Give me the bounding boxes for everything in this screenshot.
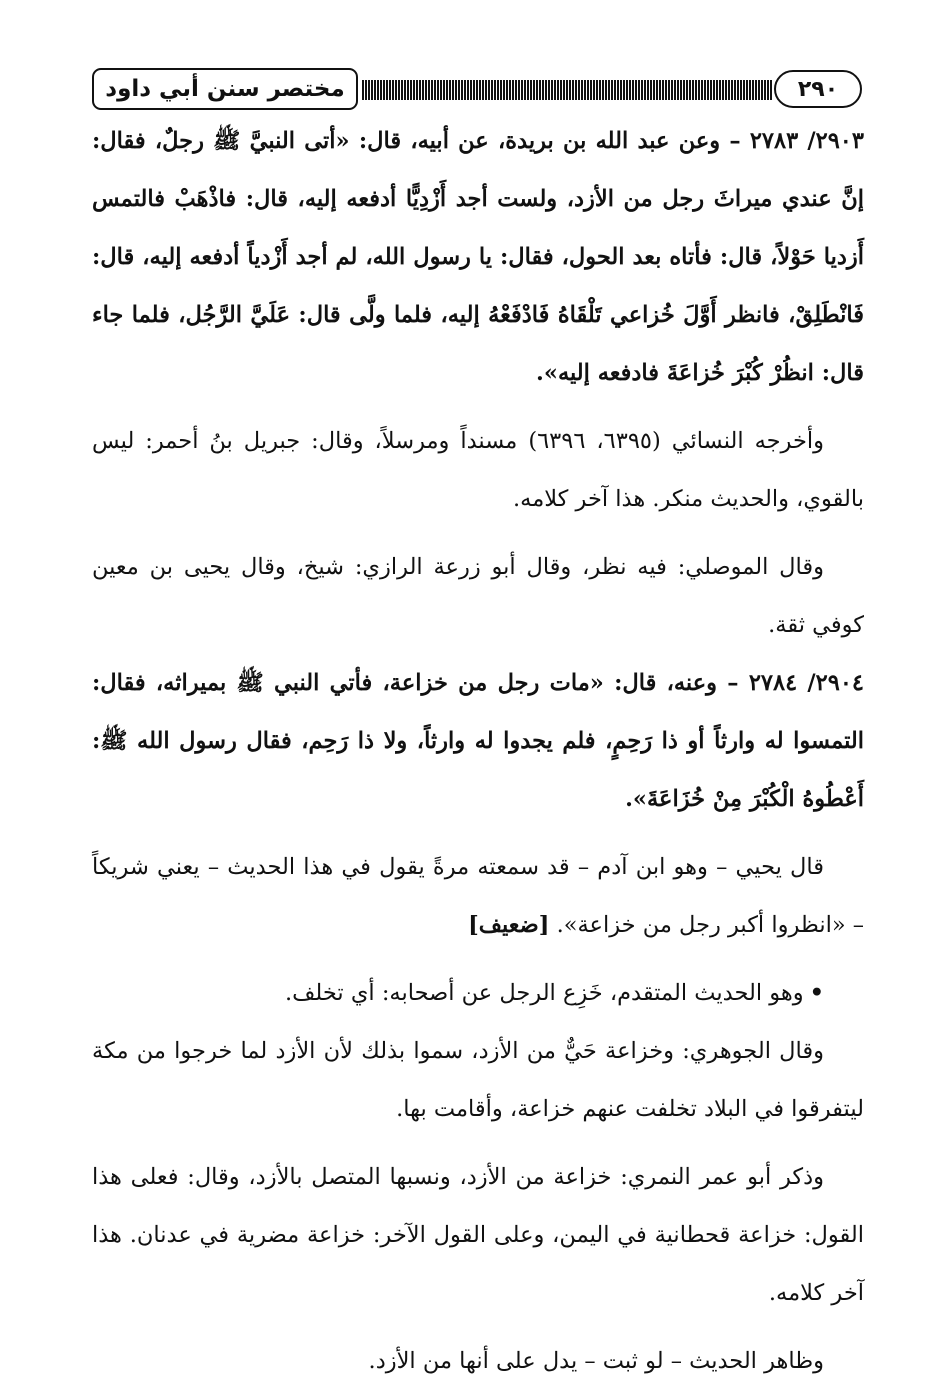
hadith-2903: ٢٩٠٣/ ٢٧٨٣ – وعن عبد الله بن بريدة، عن أبيه، قال: «أتى النبيَّ ﷺ رجلٌ، فقال: إنَّ عندي ميراثَ رجل من الأزد، ولست أجد أَزْدِيًّا أدفعه إليه، قال: فاذْهَبْ فالتمس أَزديا حَوْلاً، قال: فأتاه بعد الحول، فقال: يا رسول الله، لم أجد أَزْدياً أدفعه إليه، قال: فَانْطَلِقْ، فانظر أَوَّلَ خُزاعي تَلْقَاهُ فَادْفَعْهُ إليه، فلما ولَّى قال: عَلَيَّ الرَّجُل، فلما جاء قال: انظُرْ كُبْرَ خُزاعَةَ فادفعه إليه». (92, 128, 864, 386)
takhrij-nasai-paragraph: وأخرجه النسائي (٦٣٩٥، ٦٣٩٦) مسنداً ومرسلاً، وقال: جبريل بنُ أحمر: ليس بالقوي، والحديث منكر. هذا آخر كلامه. (92, 428, 864, 512)
page-body (92, 112, 864, 1390)
yahya-note-text: قال يحيي – وهو ابن آدم – قد سمعته مرةً يقول في هذا الحديث – يعني شريكاً – «انظروا أكبر رجل من خزاعة». (92, 854, 864, 938)
hadith-grade-badge: [ضعيف] (468, 912, 550, 938)
page-number: ٢٩٠ (774, 70, 862, 108)
explanation-bullet (92, 964, 864, 1022)
conclusion-paragraph: وظاهر الحديث – لو ثبت – يدل على أنها من الأزد. (368, 1348, 824, 1374)
jawhari-paragraph: وقال الجوهري: وخزاعة حَيٌّ من الأزد، سموا بذلك لأن الأزد لما خرجوا من مكة ليتفرقوا في البلاد تخلفت عنهم خزاعة، وأقامت بها. (92, 1038, 864, 1122)
book-title: مختصر سنن أبي داود (92, 68, 358, 110)
yahya-note-paragraph (92, 838, 864, 954)
header-decorative-bar (362, 80, 772, 100)
namari-paragraph: وذكر أبو عمر النمري: خزاعة من الأزد، ونسبها المتصل بالأزد، وقال: فعلى هذا القول: خزاعة قحطانية في اليمن، وعلى القول الآخر: خزاعة مضرية في عدنان. هذا آخر كلامه. (92, 1164, 864, 1306)
running-header (92, 68, 862, 112)
bullet-icon: • (809, 980, 824, 1006)
hadith-2904: ٢٩٠٤/ ٢٧٨٤ – وعنه، قال: «مات رجل من خزاعة، فأتي النبي ﷺ بميراثه، فقال: التمسوا له وارثاً أو ذا رَحِمٍ، فلم يجدوا له وارثاً، ولا ذا رَحِم، فقال رسول الله ﷺ: أَعْطُوهُ الْكُبْرَ مِنْ خُزَاعَةَ». (92, 670, 864, 812)
explanation-bullet-text: وهو الحديث المتقدم، خَزِع الرجل عن أصحابه: أي تخلف. (284, 980, 804, 1006)
takhrij-mawsili-paragraph: وقال الموصلي: فيه نظر، وقال أبو زرعة الرازي: شيخ، وقال يحيى بن معين كوفي ثقة. (92, 554, 864, 638)
